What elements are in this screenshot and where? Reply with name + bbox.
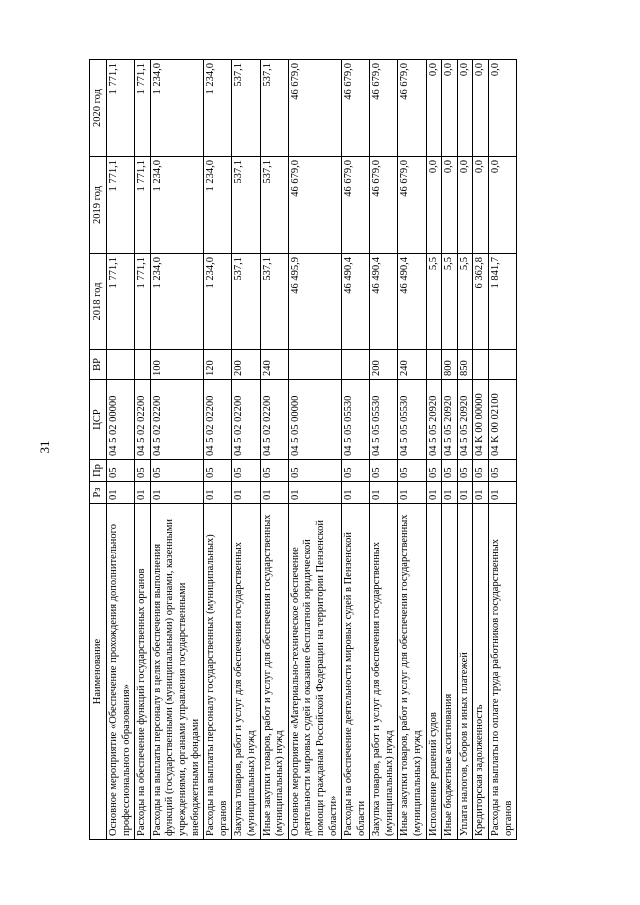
cell-csr: 04 5 02 02200 — [232, 380, 260, 460]
table-row — [370, 60, 398, 840]
cell-pr: 05 — [150, 460, 203, 482]
header-2018: 2018 год — [90, 254, 107, 350]
cell-name: Расходы на обеспечение функций государственных органов — [135, 504, 151, 840]
cell-rz: 01 — [260, 482, 288, 504]
cell-2019: 1 771,1 — [107, 157, 135, 254]
cell-vr: 800 — [442, 350, 458, 380]
table-row — [260, 60, 288, 840]
cell-csr: 04 5 02 02200 — [135, 380, 151, 460]
cell-rz: 01 — [370, 482, 398, 504]
cell-2018: 5,5 — [457, 254, 473, 350]
cell-2018: 1 234,0 — [204, 254, 232, 350]
cell-2018: 1 234,0 — [150, 254, 203, 350]
cell-csr: 04 5 05 20920 — [442, 380, 458, 460]
cell-pr: 05 — [288, 460, 341, 482]
cell-2020: 0,0 — [457, 60, 473, 157]
table-row — [426, 60, 442, 840]
header-row — [90, 60, 107, 840]
cell-2019: 1 771,1 — [135, 157, 151, 254]
cell-vr: 240 — [398, 350, 426, 380]
cell-2018: 5,5 — [442, 254, 458, 350]
cell-pr: 05 — [442, 460, 458, 482]
cell-2020: 1 234,0 — [150, 60, 203, 157]
cell-name: Расходы на выплаты по оплате труда работников государственных органов — [489, 504, 517, 840]
cell-csr: 04 5 05 20920 — [426, 380, 442, 460]
header-vr: ВР — [90, 350, 107, 380]
cell-2018: 46 490,4 — [398, 254, 426, 350]
cell-2018: 6 362,8 — [473, 254, 489, 350]
cell-2018: 5,5 — [426, 254, 442, 350]
cell-vr — [489, 350, 517, 380]
cell-rz: 01 — [107, 482, 135, 504]
cell-csr: 04 K 00 02100 — [489, 380, 517, 460]
cell-2020: 0,0 — [426, 60, 442, 157]
cell-2020: 0,0 — [473, 60, 489, 157]
cell-2020: 1 771,1 — [107, 60, 135, 157]
cell-name: Исполнение решений судов — [426, 504, 442, 840]
cell-vr: 120 — [204, 350, 232, 380]
cell-pr: 05 — [107, 460, 135, 482]
cell-pr: 05 — [489, 460, 517, 482]
table-row — [135, 60, 151, 840]
header-2019: 2019 год — [90, 157, 107, 254]
cell-2018: 46 490,4 — [370, 254, 398, 350]
table-row — [342, 60, 370, 840]
cell-2018: 46 495,9 — [288, 254, 341, 350]
cell-2020: 537,1 — [260, 60, 288, 157]
header-csr: ЦСР — [90, 380, 107, 460]
header-2020: 2020 год — [90, 60, 107, 157]
cell-pr: 05 — [426, 460, 442, 482]
page-number: 31 — [37, 440, 52, 454]
table-row — [232, 60, 260, 840]
cell-2019: 0,0 — [426, 157, 442, 254]
cell-2020: 46 679,0 — [288, 60, 341, 157]
cell-name: Расходы на выплаты персоналу государственных (муниципальных) органов — [204, 504, 232, 840]
cell-vr — [426, 350, 442, 380]
cell-vr: 200 — [370, 350, 398, 380]
cell-2020: 1 234,0 — [204, 60, 232, 157]
cell-rz: 01 — [442, 482, 458, 504]
cell-rz: 01 — [457, 482, 473, 504]
cell-csr: 04 5 05 05530 — [398, 380, 426, 460]
cell-name: Закупка товаров, работ и услуг для обеспечения государственных (муниципальных) нужд — [232, 504, 260, 840]
cell-2019: 1 234,0 — [150, 157, 203, 254]
cell-csr: 04 5 02 02200 — [150, 380, 203, 460]
cell-2020: 0,0 — [489, 60, 517, 157]
cell-2019: 46 679,0 — [370, 157, 398, 254]
cell-vr — [107, 350, 135, 380]
cell-csr: 04 5 02 02200 — [204, 380, 232, 460]
cell-2018: 537,1 — [232, 254, 260, 350]
cell-2020: 1 771,1 — [135, 60, 151, 157]
header-pr: Пр — [90, 460, 107, 482]
cell-vr — [473, 350, 489, 380]
cell-name: Иные закупки товаров, работ и услуг для обеспечения государственных (муниципальных) нужд — [398, 504, 426, 840]
table-row — [204, 60, 232, 840]
cell-rz: 01 — [473, 482, 489, 504]
cell-name: Расходы на обеспечение деятельности мировых судей в Пензенской области — [342, 504, 370, 840]
cell-vr: 100 — [150, 350, 203, 380]
cell-rz: 01 — [342, 482, 370, 504]
cell-2019: 0,0 — [473, 157, 489, 254]
cell-csr: 04 5 02 00000 — [107, 380, 135, 460]
cell-rz: 01 — [232, 482, 260, 504]
cell-csr: 04 5 05 05530 — [370, 380, 398, 460]
cell-2020: 537,1 — [232, 60, 260, 157]
cell-2019: 0,0 — [489, 157, 517, 254]
cell-pr: 05 — [204, 460, 232, 482]
cell-2018: 46 490,4 — [342, 254, 370, 350]
table-row — [150, 60, 203, 840]
cell-2019: 46 679,0 — [288, 157, 341, 254]
cell-rz: 01 — [150, 482, 203, 504]
table-row — [457, 60, 473, 840]
cell-pr: 05 — [342, 460, 370, 482]
cell-pr: 05 — [473, 460, 489, 482]
cell-pr: 05 — [260, 460, 288, 482]
cell-pr: 05 — [457, 460, 473, 482]
cell-vr: 200 — [232, 350, 260, 380]
cell-rz: 01 — [426, 482, 442, 504]
cell-csr: 04 5 02 02200 — [260, 380, 288, 460]
cell-2019: 46 679,0 — [398, 157, 426, 254]
cell-vr: 850 — [457, 350, 473, 380]
cell-2020: 46 679,0 — [342, 60, 370, 157]
header-rz: Рз — [90, 482, 107, 504]
table-row — [489, 60, 517, 840]
cell-csr: 04 5 05 00000 — [288, 380, 341, 460]
table-row — [107, 60, 135, 840]
cell-pr: 05 — [135, 460, 151, 482]
cell-vr — [135, 350, 151, 380]
cell-csr: 04 5 05 20920 — [457, 380, 473, 460]
table-row — [288, 60, 341, 840]
cell-vr: 240 — [260, 350, 288, 380]
cell-name: Закупка товаров, работ и услуг для обеспечения государственных (муниципальных) нужд — [370, 504, 398, 840]
cell-2019: 0,0 — [457, 157, 473, 254]
cell-name: Иные закупки товаров, работ и услуг для обеспечения государственных (муниципальных) нужд — [260, 504, 288, 840]
cell-rz: 01 — [398, 482, 426, 504]
cell-rz: 01 — [288, 482, 341, 504]
cell-name: Уплата налогов, сборов и иных платежей — [457, 504, 473, 840]
cell-2019: 537,1 — [260, 157, 288, 254]
cell-pr: 05 — [398, 460, 426, 482]
cell-name: Основное мероприятие «Обеспечение прохождения дополнительного профессионального образования» — [107, 504, 135, 840]
cell-csr: 04 5 05 05530 — [342, 380, 370, 460]
cell-name: Кредиторская задолженность — [473, 504, 489, 840]
table-row — [442, 60, 458, 840]
cell-2020: 46 679,0 — [398, 60, 426, 157]
cell-2020: 0,0 — [442, 60, 458, 157]
cell-pr: 05 — [232, 460, 260, 482]
cell-vr — [288, 350, 341, 380]
header-name: Наименование — [90, 504, 107, 840]
table-row — [398, 60, 426, 840]
cell-2019: 537,1 — [232, 157, 260, 254]
rotated-table-wrapper — [89, 60, 539, 840]
cell-2018: 1 841,7 — [489, 254, 517, 350]
budget-table — [89, 59, 517, 840]
cell-2019: 1 234,0 — [204, 157, 232, 254]
cell-2018: 1 771,1 — [135, 254, 151, 350]
cell-rz: 01 — [204, 482, 232, 504]
cell-rz: 01 — [489, 482, 517, 504]
cell-name: Расходы на выплаты персоналу в целях обеспечения выполнения функций (государственными (муниципальными) органами, казенными учреждениями, органами управления государственными внебюджетными фондами — [150, 504, 203, 840]
cell-name: Иные бюджетные ассигнования — [442, 504, 458, 840]
cell-vr — [342, 350, 370, 380]
cell-2019: 46 679,0 — [342, 157, 370, 254]
cell-2018: 537,1 — [260, 254, 288, 350]
cell-2018: 1 771,1 — [107, 254, 135, 350]
cell-2019: 0,0 — [442, 157, 458, 254]
cell-pr: 05 — [370, 460, 398, 482]
cell-2020: 46 679,0 — [370, 60, 398, 157]
cell-rz: 01 — [135, 482, 151, 504]
cell-name: Основное мероприятие «Материально-техническое обеспечение деятельности мировых судей и оказание бесплатной юридической помощи гражданам Российской Федерации на территории Пензенской области» — [288, 504, 341, 840]
cell-csr: 04 K 00 00000 — [473, 380, 489, 460]
table-row — [473, 60, 489, 840]
